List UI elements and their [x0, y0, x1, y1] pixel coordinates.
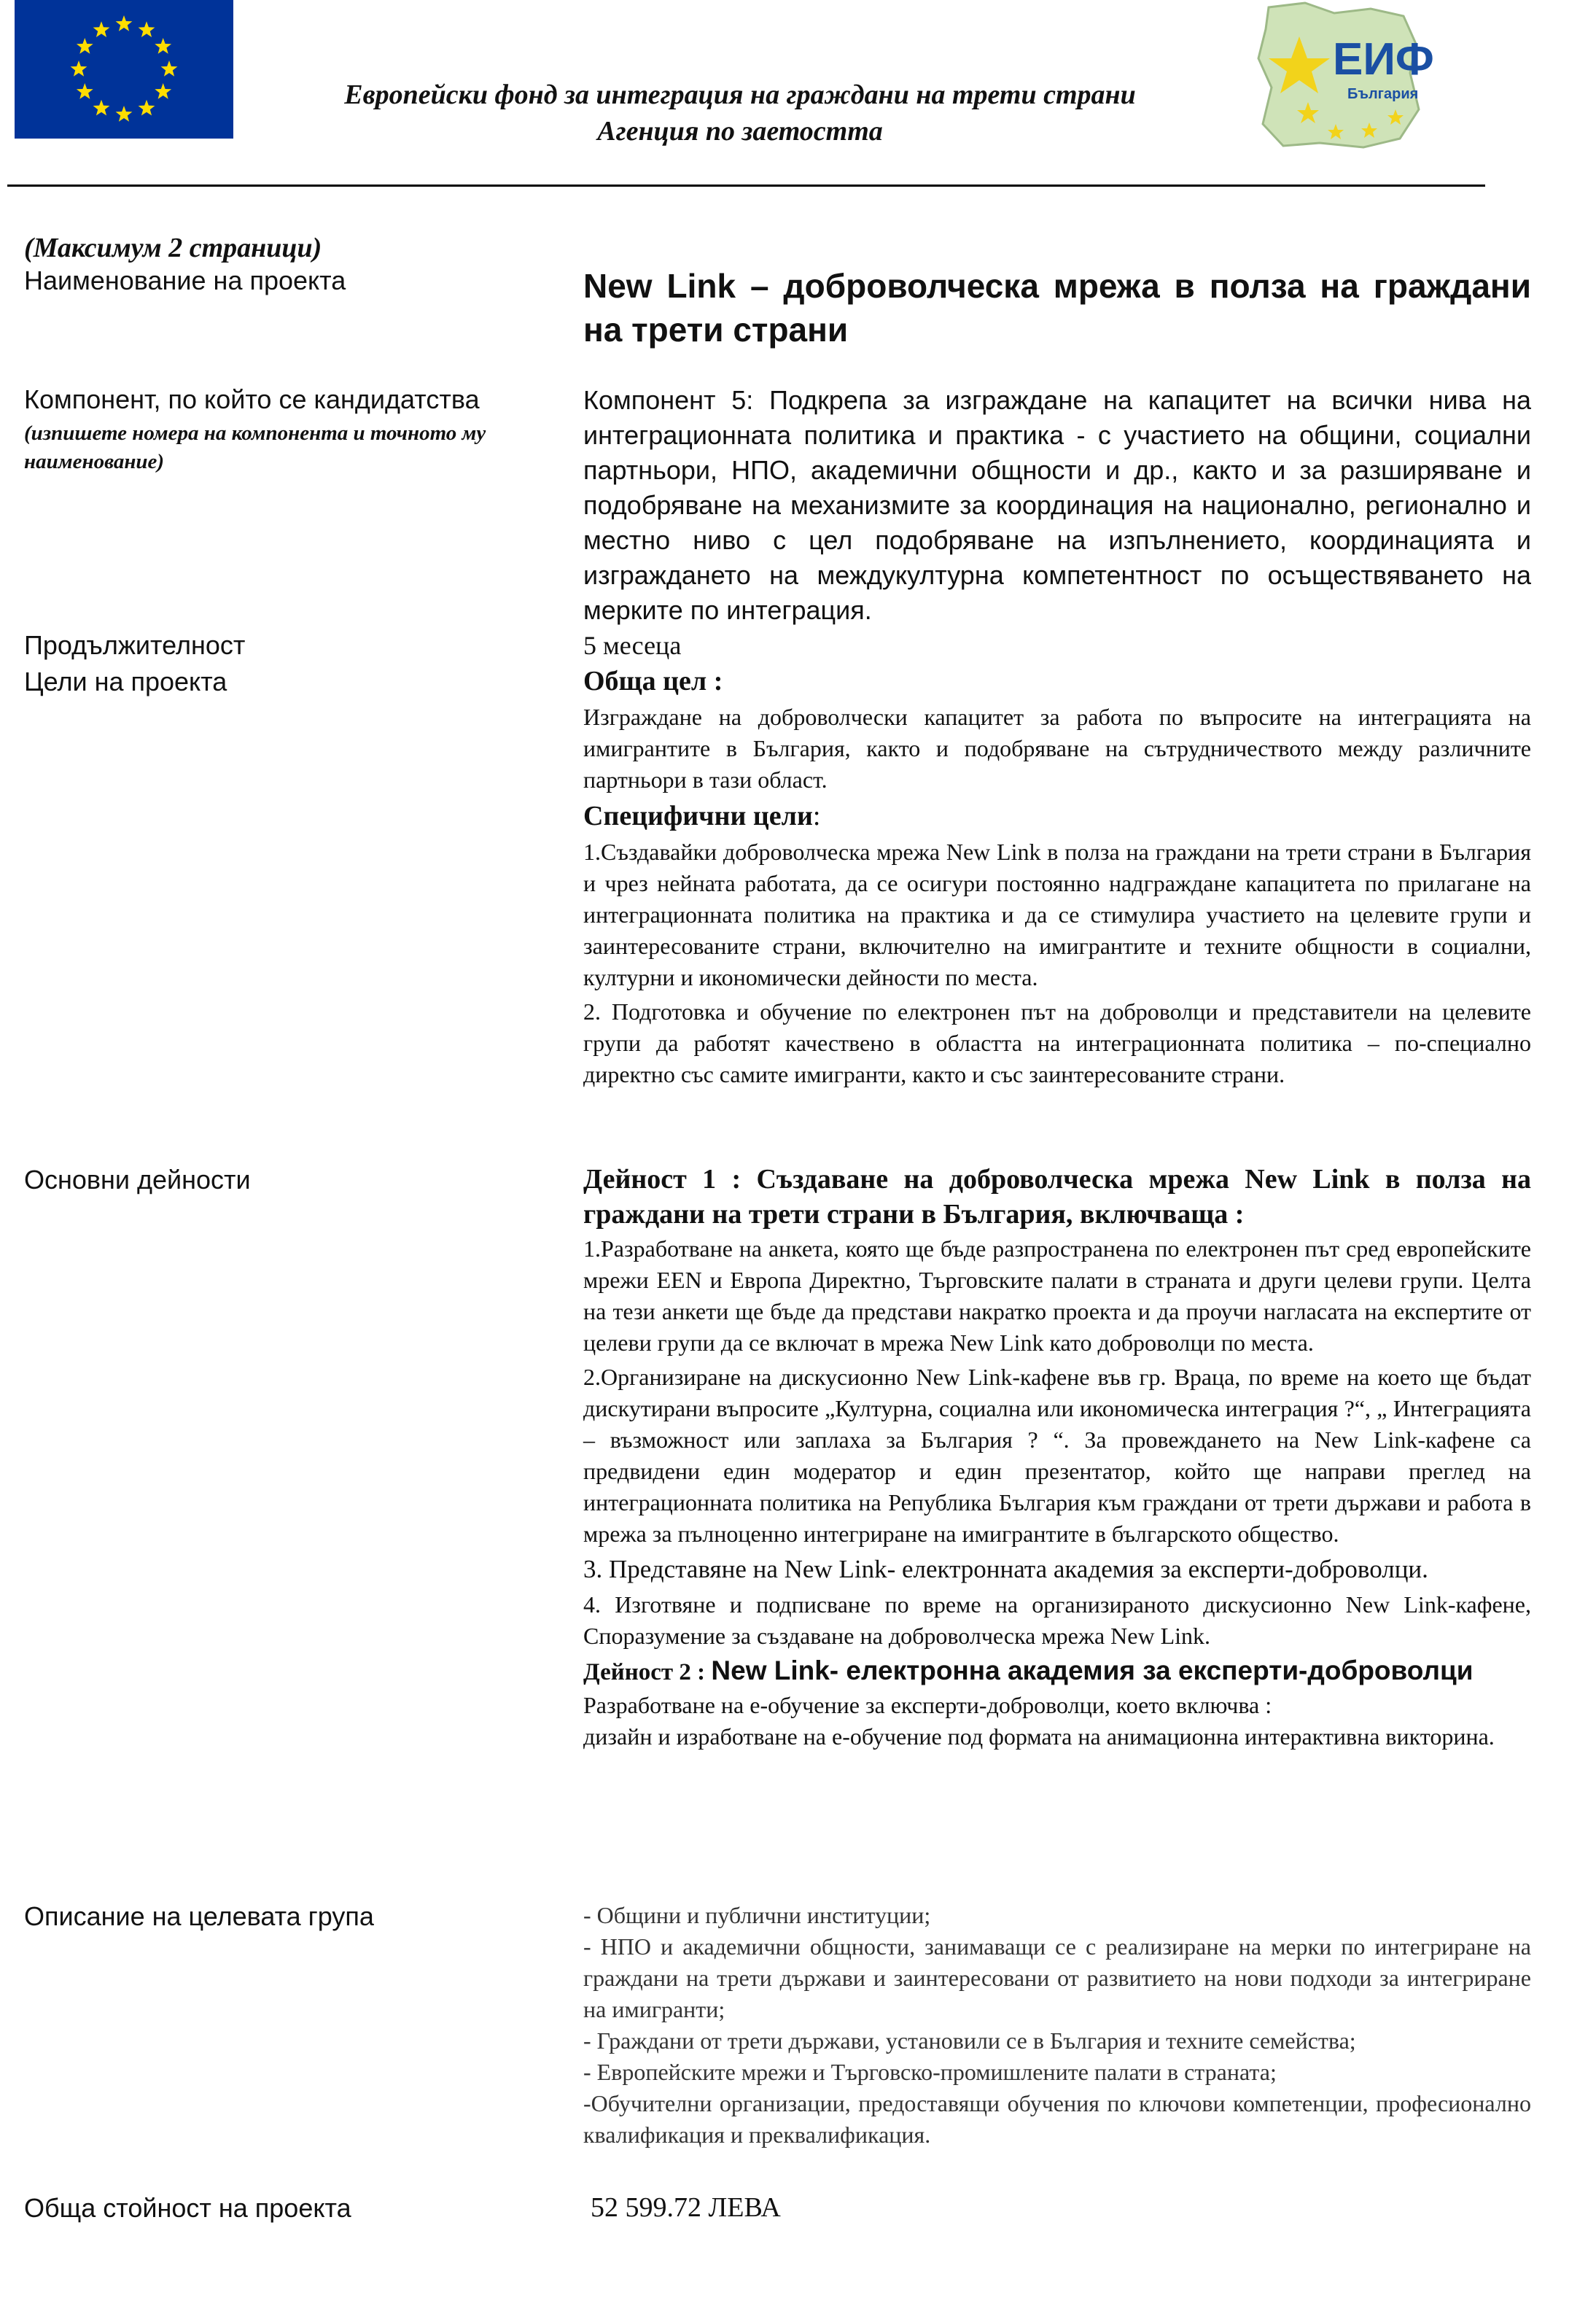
total-cost-label: Обща стойност на проекта [24, 2193, 351, 2223]
activity-2-heading [583, 1653, 1531, 1690]
project-name-value: New Link – доброволческа мрежа в полза на граждани на трети страни [583, 267, 1531, 349]
eu-star-icon [139, 100, 155, 116]
eu-star-icon [155, 83, 171, 99]
goals-section [583, 664, 1531, 1090]
component-label: Компонент, по който се кандидатства [24, 384, 480, 414]
activity-1-item-1: 1.Разработване на анкета, която ще бъде разпространена по електронен път сред европейските мрежи EEN и Европа Директно, Търговските палати в страната и други целеви групи. Целта на тези анкети ще бъде да представи накратко проекта и да проучи нагласата на експертите от целеви групи да се включат в мрежа New Link като доброволци по места. [583, 1235, 1531, 1356]
component-label-note: (изпишете номера на компонента и точното му наименование) [24, 422, 486, 473]
specific-goals-heading: Специфични цели [583, 801, 813, 831]
eu-star-icon [93, 21, 110, 37]
eu-flag-logo [15, 0, 233, 139]
activity-1-item-4: 4. Изготвяне и подписване по време на организираното дискусионно New Link-кафене, Споразумение за създаване на доброволческа мрежа New Link. [583, 1591, 1531, 1649]
general-goal-heading: Обща цел : [583, 666, 723, 696]
goals-label: Цели на проекта [24, 667, 227, 696]
total-cost-value: 52 599.72 ЛЕВА [591, 2192, 781, 2223]
project-name-label: Наименование на проекта [24, 265, 346, 295]
specific-goal-1: 1.Създавайки доброволческа мрежа New Link в полза на граждани на трети страни в България и чрез нейната работата, да се осигури постоянно надграждане капацитета по прилагане на интеграционната политика на практика и да се стимулира участието на целевите групи и заинтересованите страни, включително на имигрантите и техните общности в социални, културни и икономически дейности по места. [583, 839, 1531, 990]
activity-2-heading-prefix: Дейност 2 : [583, 1659, 712, 1685]
header-divider [7, 185, 1485, 187]
eif-logo-text: ЕИФ [1333, 34, 1434, 85]
specific-goals-heading-line [583, 799, 1531, 834]
activities-label: Основни дейности [24, 1165, 251, 1195]
target-group-item: - Общини и публични институции; [583, 1902, 931, 1928]
eu-star-icon [139, 21, 155, 37]
duration-value: 5 месеца [583, 631, 682, 660]
activity-1-heading: Дейност 1 : Създаване на доброволческа мрежа New Link в полза на граждани на трети страни в България, включваща : [583, 1164, 1531, 1230]
target-group-list [583, 1900, 1531, 2151]
eu-star-icon [116, 15, 133, 31]
activity-2-line-2: дизайн и изработване на е-обучение под формата на анимационна интерактивна викторина. [583, 1723, 1495, 1750]
eu-star-icon [161, 61, 178, 77]
target-group-item: -Обучителни организации, предоставящи обучения по ключови компетенции, професионално квалификация и преквалификация. [583, 2090, 1531, 2148]
eif-logo-subtext: България [1347, 86, 1419, 102]
activity-2-line-1: Разработване на е-обучение за експерти-доброволци, което включва : [583, 1692, 1272, 1718]
header-title [241, 77, 1239, 150]
header-fund-name: Европейски фонд за интеграция на граждани на трети страни [344, 79, 1136, 110]
duration-label: Продължителност [24, 630, 246, 660]
eif-logo [1254, 0, 1434, 153]
header-agency-name: Агенция по заетостта [597, 116, 883, 147]
activity-2-heading-title: New Link- електронна академия за експерти-доброволци [711, 1655, 1474, 1685]
eu-star-icon [116, 106, 133, 122]
specific-goal-2: 2. Подготовка и обучение по електронен път на доброволци и представители на целевите групи да работят качествено в областта на интеграционната политика – по-специално директно със самите имигранти, както и със заинтересованите страни. [583, 998, 1531, 1087]
page-limit-note: (Максимум 2 страници) [24, 233, 322, 263]
eu-star-icon [77, 38, 93, 54]
eu-star-icon [93, 100, 110, 116]
component-value: Компонент 5: Подкрепа за изграждане на капацитет на всички нива на интеграционната политика и практика - с участието на общини, социални партньори, НПО, академични общности и др., както и за разширяване и подобряване на механизмите за координация на национално, регионално и местно ниво с цел подобряване на изпълнението, координацията и изграждането на междукултурна компетентност по осъществяването на мерките по интеграция. [583, 385, 1531, 625]
target-group-item: - НПО и академични общности, занимаващи се с реализиране на мерки по интегриране на граждани на трети държави и заинтересовани от развитието на нови подходи за интегриране на имигранти; [583, 1933, 1531, 2022]
target-group-item: - Европейските мрежи и Търговско-промишлените палати в страната; [583, 2059, 1277, 2085]
eu-star-icon [71, 61, 87, 77]
eu-stars-circle [15, 0, 233, 139]
activities-section [583, 1162, 1531, 1752]
specific-goals-colon: : [812, 801, 821, 831]
eu-star-icon [155, 38, 171, 54]
activity-1-item-3: 3. Представяне на New Link- електронната академия за експерти-доброволци. [583, 1555, 1428, 1583]
activity-1-item-2: 2.Организиране на дискусионно New Link-кафене във гр. Враца, по време на което ще бъдат дискутирани въпросите „Културна, социална или икономическа интеграция ?“, „ Интеграцията – възможност или заплаха за България ? “. За провеждането на New Link-кафене са предвидени един модератор и един презентатор, който ще направи преглед на интеграционната политика на Република България към граждани от трети държави и работа в мрежа за пълноценно интегриране на имигрантите в българското общество. [583, 1364, 1531, 1547]
general-goal-text: Изграждане на доброволчески капацитет за работа по въпросите на интеграцията на имигрантите в България, както и подобряване на сътрудничеството между различните партньори в тази област. [583, 704, 1531, 793]
target-group-label: Описание на целевата група [24, 1901, 374, 1931]
target-group-item: - Граждани от трети държави, установили се в България и техните семейства; [583, 2027, 1356, 2054]
eu-star-icon [77, 83, 93, 99]
